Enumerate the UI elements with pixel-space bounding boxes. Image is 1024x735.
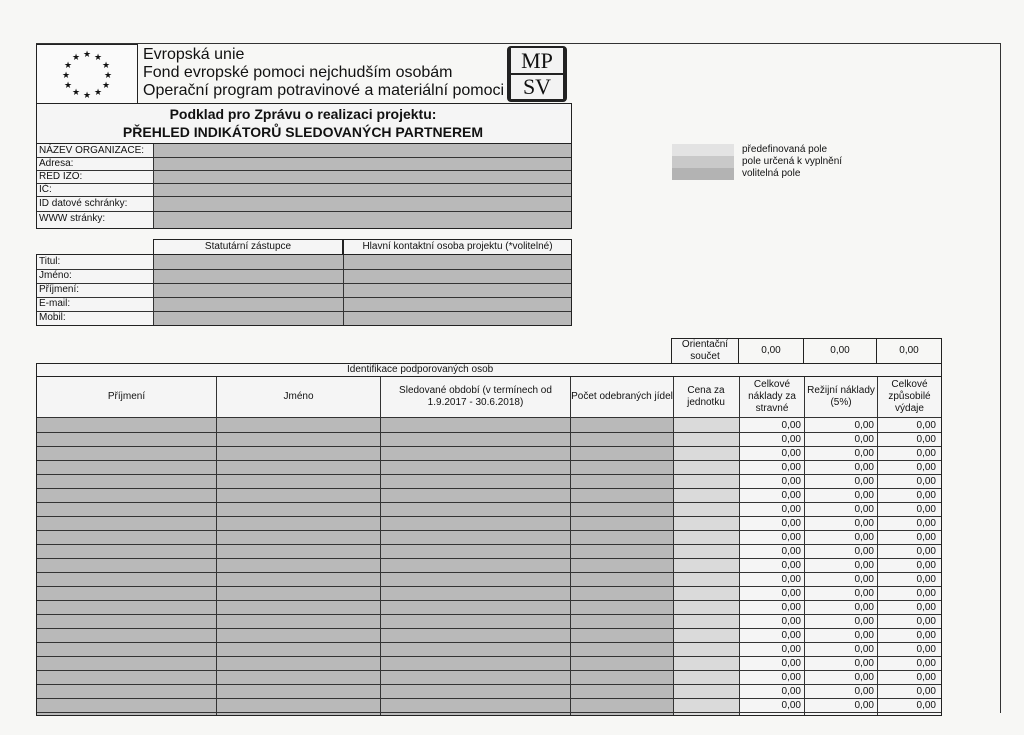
overhead-cell: 0,00: [854, 574, 874, 585]
eligible-cell: 0,00: [916, 686, 936, 697]
row-divider: [37, 684, 941, 685]
eligible-cell: 0,00: [916, 700, 936, 711]
eligible-cell: 0,00: [916, 518, 936, 529]
svg-text:★: ★: [93, 88, 103, 98]
meal-costs-cell: 0,00: [781, 420, 801, 431]
legend-swatch-optional: [672, 168, 734, 180]
row-divider: [37, 488, 941, 489]
summary-total-3: 0,00: [876, 338, 942, 364]
overhead-cell: 0,00: [854, 588, 874, 599]
svg-text:★: ★: [101, 81, 111, 91]
row-divider: [37, 670, 941, 671]
row-divider: [37, 628, 941, 629]
meal-costs-cell: 0,00: [781, 504, 801, 515]
svg-text:★: ★: [82, 91, 92, 101]
meal-costs-cell: 0,00: [781, 672, 801, 683]
overhead-cell: 0,00: [854, 602, 874, 613]
overhead-cell: 0,00: [854, 560, 874, 571]
overhead-cell: 0,00: [854, 518, 874, 529]
eu-flag-box: [36, 44, 138, 104]
contact-surname-label: Příjmení:: [39, 284, 80, 295]
org-databox-label: ID datové schránky:: [39, 198, 128, 209]
meal-costs-cell: 0,00: [781, 518, 801, 529]
row-divider: [37, 712, 941, 713]
eligible-cell: 0,00: [916, 546, 936, 557]
org-address-label: Adresa:: [39, 158, 74, 169]
banner-line-2: Fond evropské pomoci nejchudším osobám: [143, 64, 453, 81]
eligible-cell: 0,00: [916, 476, 936, 487]
meal-costs-cell: 0,00: [781, 644, 801, 655]
meal-costs-cell: 0,00: [781, 448, 801, 459]
eligible-cell: 0,00: [916, 658, 936, 669]
org-www-label: WWW stránky:: [39, 213, 106, 224]
eligible-cell: 0,00: [916, 574, 936, 585]
eligible-cell: 0,00: [916, 616, 936, 627]
row-divider: [37, 432, 941, 433]
contact-email-label: E-mail:: [39, 298, 71, 309]
page-right-rule: [1000, 43, 1001, 713]
org-name-label: NÁZEV ORGANIZACE:: [39, 145, 145, 156]
overhead-cell: 0,00: [854, 630, 874, 641]
svg-text:★: ★: [61, 71, 71, 81]
svg-text:★: ★: [101, 61, 111, 71]
row-divider: [37, 698, 941, 699]
row-divider: [37, 502, 941, 503]
meal-costs-cell: 0,00: [781, 658, 801, 669]
meal-costs-cell: 0,00: [781, 560, 801, 571]
svg-text:★: ★: [71, 53, 81, 63]
legend-predefined-label: předefinovaná pole: [742, 144, 828, 155]
row-divider: [37, 474, 941, 475]
overhead-cell: 0,00: [854, 476, 874, 487]
contact-header-statutory: Statutární zástupce: [153, 239, 343, 255]
row-divider: [37, 572, 941, 573]
overhead-cell: 0,00: [854, 420, 874, 431]
svg-text:★: ★: [82, 50, 92, 60]
overhead-cell: 0,00: [854, 532, 874, 543]
eligible-cell: 0,00: [916, 602, 936, 613]
eligible-cell: 0,00: [916, 532, 936, 543]
row-divider: [37, 530, 941, 531]
overhead-cell: 0,00: [854, 644, 874, 655]
overhead-cell: 0,00: [854, 672, 874, 683]
overhead-cell: 0,00: [854, 462, 874, 473]
svg-text:★: ★: [71, 88, 81, 98]
meal-costs-cell: 0,00: [781, 476, 801, 487]
meal-costs-cell: 0,00: [781, 532, 801, 543]
mpsv-logo: [507, 46, 567, 102]
meal-costs-cell: 0,00: [781, 630, 801, 641]
summary-total-1: 0,00: [738, 338, 804, 364]
col-header-meals: Počet odebraných jídel: [571, 391, 673, 402]
eligible-cell: 0,00: [916, 672, 936, 683]
org-redizo-label: RED IZO:: [39, 171, 83, 182]
eligible-cell: 0,00: [916, 644, 936, 655]
legend-required-label: pole určená k vyplnění: [742, 156, 843, 167]
legend-optional-label: volitelná pole: [742, 168, 801, 179]
meal-costs-cell: 0,00: [781, 434, 801, 445]
overhead-cell: 0,00: [854, 658, 874, 669]
overhead-cell: 0,00: [854, 616, 874, 627]
overhead-cell: 0,00: [854, 546, 874, 557]
summary-total-2: 0,00: [803, 338, 877, 364]
row-divider: [37, 600, 941, 601]
eligible-cell: 0,00: [916, 588, 936, 599]
overhead-cell: 0,00: [854, 700, 874, 711]
col-header-firstname: Jméno: [283, 391, 314, 402]
col-header-meal-costs: Celkové náklady za stravné: [748, 379, 796, 414]
col-header-eligible: Celkové způsobilé výdaje: [888, 379, 931, 414]
eligible-cell: 0,00: [916, 630, 936, 641]
col-header-overhead: Režijní náklady (5%): [807, 385, 875, 408]
page-top-rule: [36, 43, 1000, 44]
eligible-cell: 0,00: [916, 448, 936, 459]
meal-costs-cell: 0,00: [781, 588, 801, 599]
eligible-cell: 0,00: [916, 490, 936, 501]
col-header-surname: Příjmení: [107, 391, 146, 402]
row-divider: [37, 460, 941, 461]
meal-costs-cell: 0,00: [781, 700, 801, 711]
contact-mobile-label: Mobil:: [39, 312, 66, 323]
contacts-table: [36, 254, 572, 326]
meal-costs-cell: 0,00: [781, 546, 801, 557]
mpsv-logo-bottom: SV: [511, 75, 563, 99]
eu-stars-icon: [37, 45, 137, 103]
meal-costs-cell: 0,00: [781, 602, 801, 613]
svg-text:★: ★: [103, 71, 113, 81]
row-divider: [37, 446, 941, 447]
org-fields-table: [36, 143, 572, 229]
banner-line-1: Evropská unie: [143, 46, 245, 63]
contact-title-label: Titul:: [39, 256, 61, 267]
row-divider: [37, 656, 941, 657]
title-line-2: PŘEHLED INDIKÁTORŮ SLEDOVANÝCH PARTNEREM: [122, 124, 484, 140]
contact-firstname-label: Jméno:: [39, 270, 72, 281]
meal-costs-cell: 0,00: [781, 686, 801, 697]
legend: [672, 144, 872, 184]
col-header-period: Sledované období (v termínech od 1.9.2017 - 30.6.2018): [399, 385, 552, 408]
legend-swatch-predefined: [672, 144, 734, 156]
row-divider: [37, 516, 941, 517]
row-divider: [37, 614, 941, 615]
org-ic-label: IČ:: [39, 184, 52, 195]
mpsv-logo-top: MP: [511, 48, 563, 73]
meal-costs-cell: 0,00: [781, 616, 801, 627]
row-divider: [37, 544, 941, 545]
overhead-cell: 0,00: [854, 448, 874, 459]
contact-input-area[interactable]: [153, 255, 571, 325]
eligible-cell: 0,00: [916, 560, 936, 571]
meal-costs-cell: 0,00: [781, 574, 801, 585]
eligible-cell: 0,00: [916, 462, 936, 473]
summary-label-cell: Orientační součet: [671, 338, 739, 364]
col-header-unit-price: Cena za jednotku: [687, 385, 725, 408]
contact-header-main: Hlavní kontaktní osoba projektu (*volitelné): [343, 239, 572, 255]
row-divider: [37, 586, 941, 587]
overhead-cell: 0,00: [854, 504, 874, 515]
overhead-cell: 0,00: [854, 686, 874, 697]
eligible-cell: 0,00: [916, 420, 936, 431]
persons-table: [36, 376, 942, 716]
svg-text:★: ★: [63, 81, 73, 91]
overhead-cell: 0,00: [854, 434, 874, 445]
legend-swatch-required: [672, 156, 734, 168]
meal-costs-cell: 0,00: [781, 462, 801, 473]
row-divider: [37, 642, 941, 643]
banner-line-3: Operační program potravinové a materiální pomoci: [143, 82, 505, 99]
title-line-1: Podklad pro Zprávu o realizaci projektu:: [169, 106, 437, 122]
overhead-cell: 0,00: [854, 490, 874, 501]
eligible-cell: 0,00: [916, 504, 936, 515]
eligible-cell: 0,00: [916, 434, 936, 445]
row-divider: [37, 558, 941, 559]
svg-text:★: ★: [63, 61, 73, 71]
persons-group-header: Identifikace podporovaných osob: [36, 363, 942, 377]
svg-text:★: ★: [93, 53, 103, 63]
meal-costs-cell: 0,00: [781, 490, 801, 501]
